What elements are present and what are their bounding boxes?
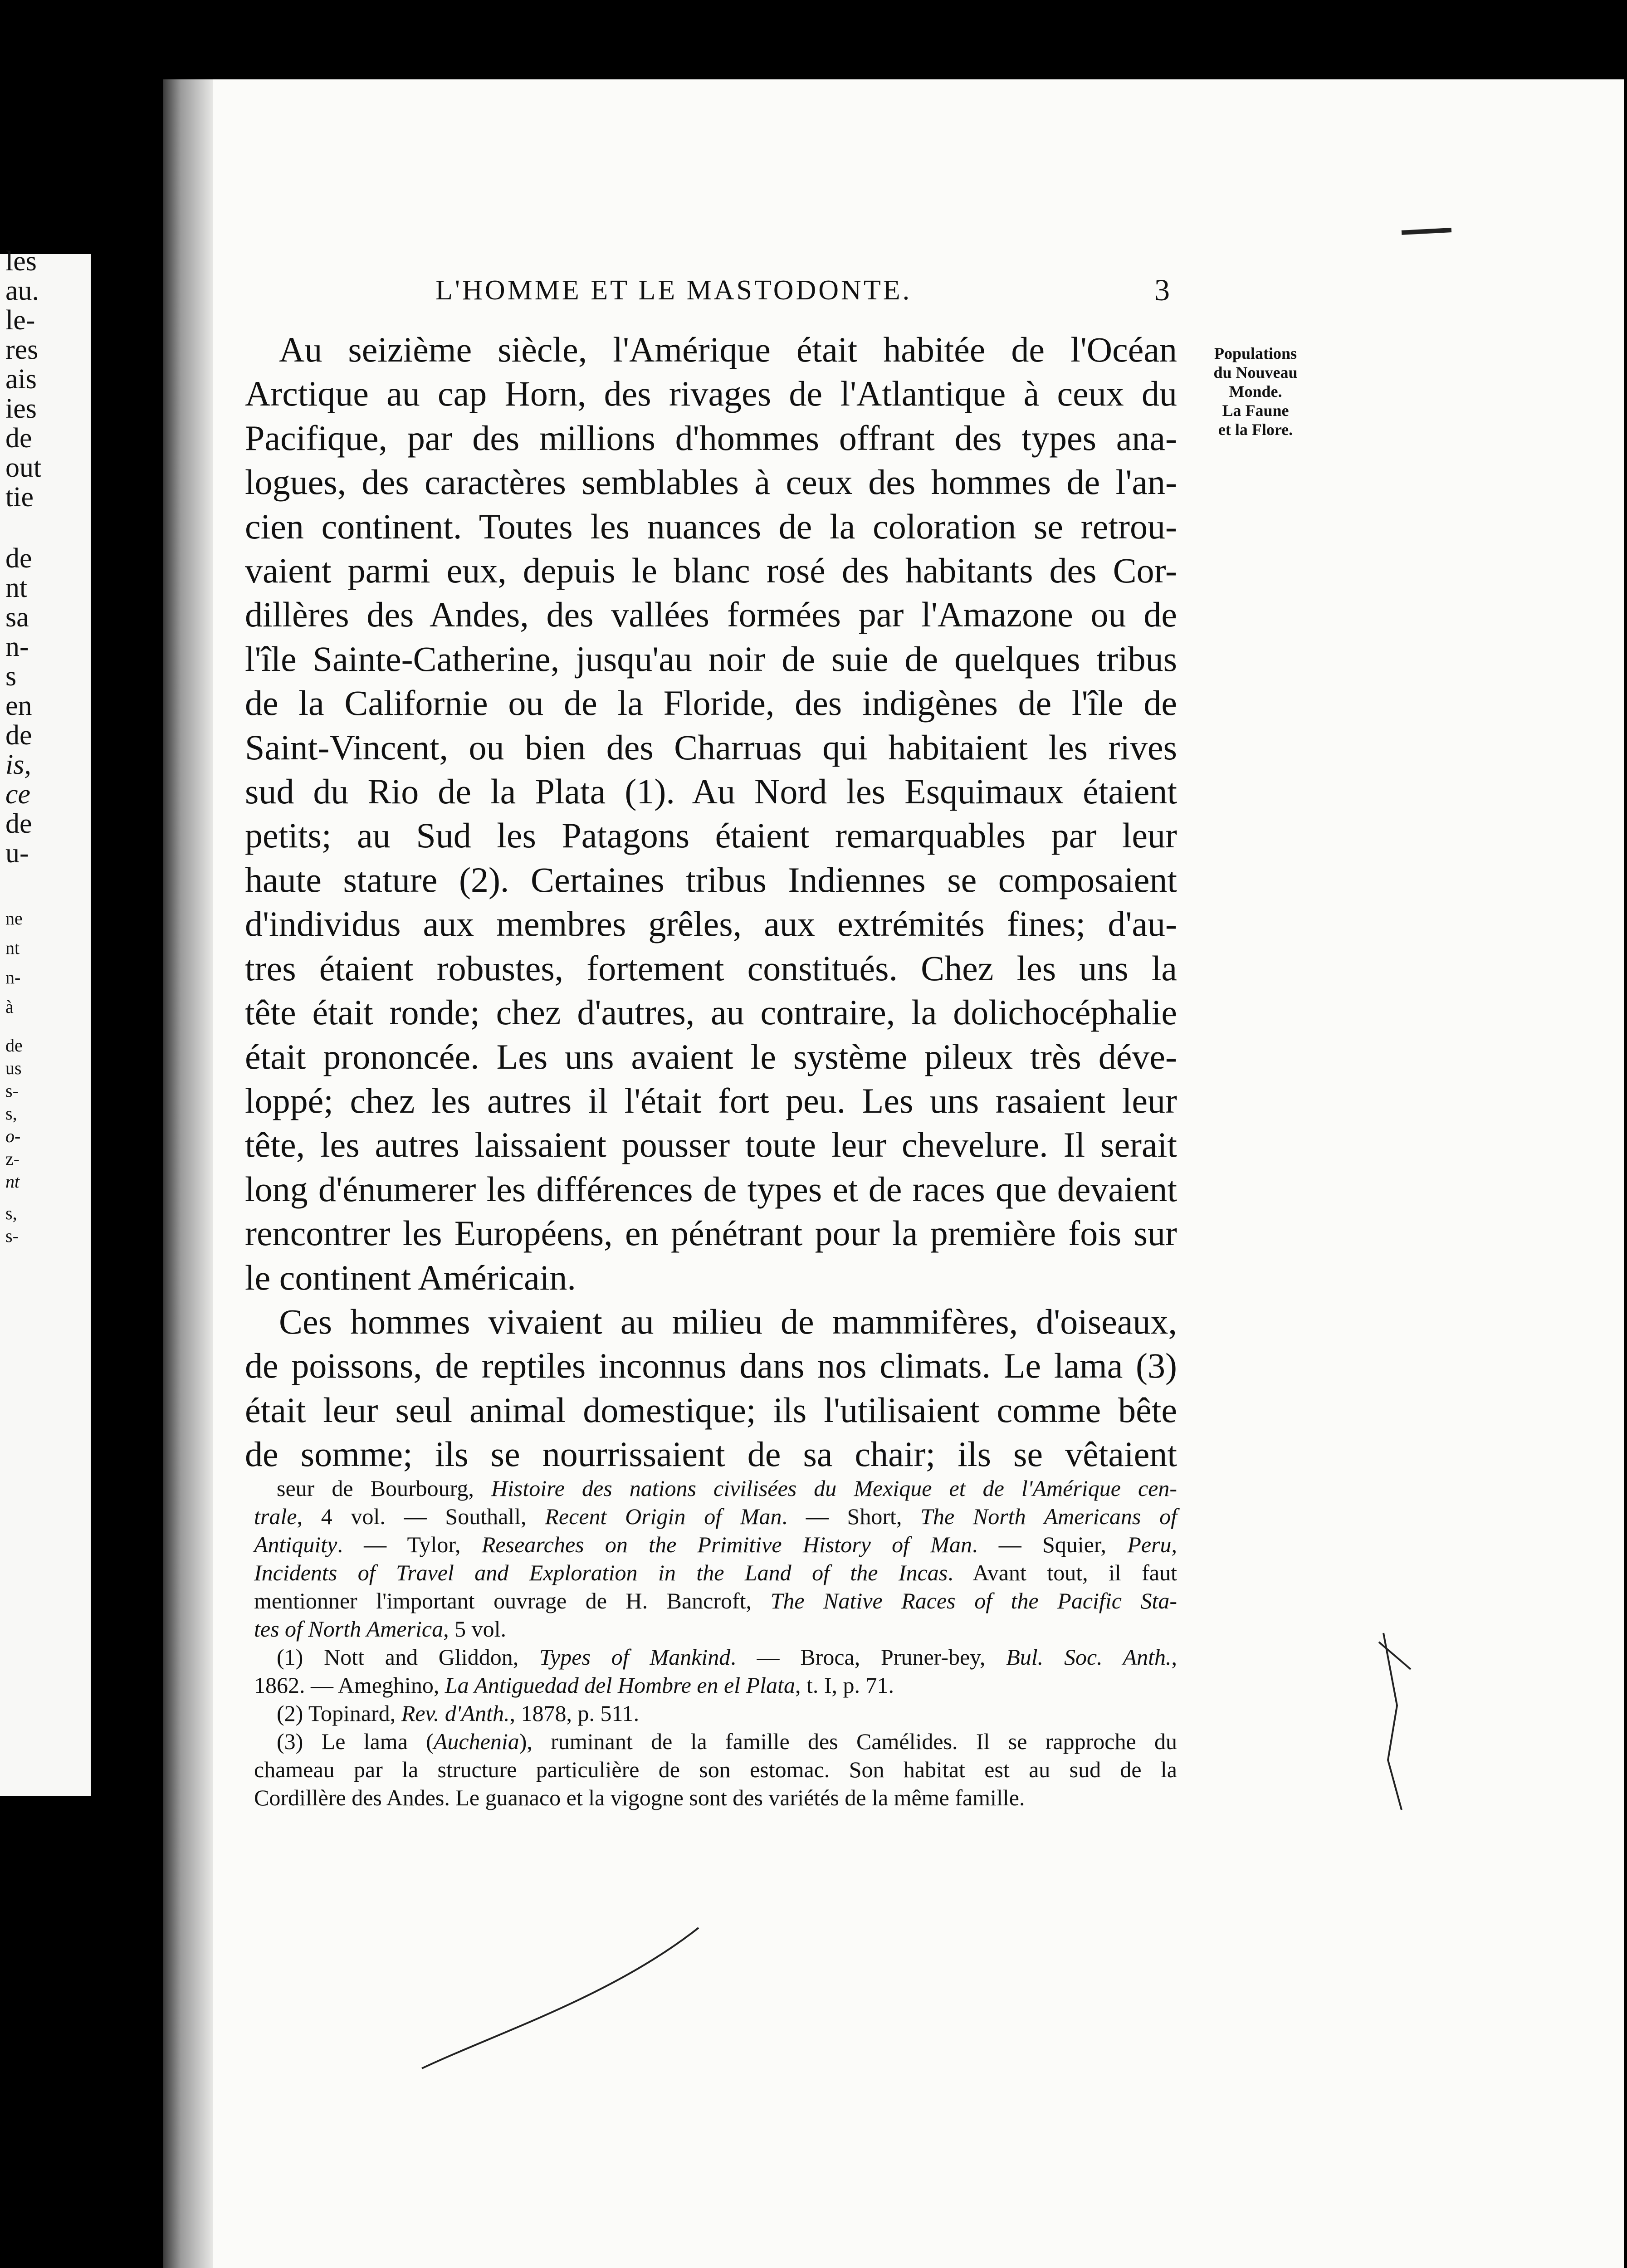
footnote-text: , 4 vol. — Southall, [297,1504,545,1529]
footnote-title: The North Americans of [920,1504,1177,1529]
sliver-word: les [5,246,37,277]
body-line: petits; au Sud les Patagons étaient remarquables par leur [245,816,1177,855]
footnote-title: Auchenia [433,1729,519,1754]
body-line: était leur seul animal domestique; ils l'utilisaient comme bête [245,1390,1177,1430]
margin-note-line: et la Flore. [1218,420,1293,439]
body-line: tête, les autres laissaient pousser toute leur chevelure. Il serait [245,1125,1177,1165]
footnote-text: (1) Nott and Gliddon, [277,1644,540,1670]
footnote-title: tes of North America [254,1616,444,1642]
footnote-text: (2) Topinard, [277,1701,401,1726]
sliver-word: le- [5,305,35,336]
footnote-title: Bul. Soc. Anth. [1006,1644,1172,1670]
body-line: long d'énumerer les différences de types et de races que devaient [245,1169,1177,1209]
footnote-title: Researches on the Primitive History of Man [481,1532,972,1557]
sliver-word: s- [5,1226,19,1246]
body-line: loppé; chez les autres il l'était fort peu. Les uns rasaient leur [245,1080,1177,1120]
footnote-text: , [1171,1644,1177,1670]
body-line: cien continent. Toutes les nuances de la coloration se retrou- [245,506,1177,546]
margin-note-line: Populations [1214,344,1297,362]
body-line: tres étaient robustes, fortement constitués. Chez les uns la [245,948,1177,988]
sliver-word: au. [5,275,39,306]
sliver-word: nt [5,572,28,603]
footnote-title: Recent Origin of Man [545,1504,782,1529]
margin-note-line: La Faune [1222,401,1289,420]
body-line: vaient parmi eux, depuis le blanc rosé des habitants des Cor- [245,551,1177,591]
body-line: de poissons, de reptiles inconnus dans nos climats. Le lama (3) [245,1346,1177,1386]
body-line: dillères des Andes, des vallées formées par l'Amazone ou de [245,595,1177,635]
sliver-word: ne [5,908,23,929]
sliver-word: ce [5,779,31,810]
body-line: Saint-Vincent, ou bien des Charruas qui habitaient les rives [245,727,1177,767]
sliver-word: s, [5,1103,17,1124]
margin-note-line: Monde. [1229,382,1282,401]
sliver-word: en [5,690,32,721]
body-line: Pacifique, par des millions d'hommes offrant des types ana- [245,418,1177,458]
sliver-word: s, [5,1203,17,1223]
footnote-text: seur de Bourbourg, [277,1476,491,1501]
footnote-title: trale [254,1504,297,1529]
body-line: haute stature (2). Certaines tribus Indiennes se composaient [245,860,1177,899]
footnote-text: . — Squier, [972,1532,1128,1557]
sliver-word: n- [5,631,29,662]
body-line: de la Californie ou de la Floride, des indigènes de l'île de [245,683,1177,723]
body-line: le continent Américain. [245,1257,576,1297]
sliver-word: is, [5,749,31,780]
sliver-word: o- [5,1126,21,1146]
body-line: rencontrer les Européens, en pénétrant pour la première fois sur [245,1213,1177,1253]
body-line: d'individus aux membres grêles, aux extrémités fines; d'au- [245,904,1177,944]
body-line: de somme; ils se nourrissaient de sa chair; ils se vêtaient [245,1434,1177,1474]
sliver-word: ies [5,393,37,424]
footnote-text: 1862. — Ameghino, [254,1672,445,1698]
footnote-text: , 1878, p. 511. [509,1701,640,1726]
page-number: 3 [1154,273,1170,307]
footnote-text: Cordillère des Andes. Le guanaco et la vigogne sont des variétés de la même famille. [254,1785,1025,1810]
footnote-text: ), ruminant de la famille des Camélides. Il se rapproche du [519,1729,1177,1754]
body-line: Ces hommes vivaient au milieu de mammifères, d'oiseaux, [279,1301,1177,1341]
footnote-text: . Avant tout, il faut [948,1560,1177,1585]
footnote-title: The Native Races of the Pacific Sta- [770,1588,1177,1613]
sliver-word: de [5,720,32,751]
sliver-word: à [5,997,14,1017]
sliver-word: nt [5,1171,20,1192]
footnote-text: . — Short, [782,1504,921,1529]
sliver-word: tie [5,482,34,513]
sliver-word: de [5,1035,23,1056]
footnote-title: Peru, [1127,1532,1177,1557]
sliver-word: de [5,543,32,574]
sliver-word: out [5,452,42,483]
sliver-word: de [5,423,32,454]
sliver-word: nt [5,938,20,958]
body-line: était prononcée. Les uns avaient le système pileux très déve- [245,1036,1177,1076]
body-line: logues, des caractères semblables à ceux des hommes de l'an- [245,462,1177,502]
footnote-title: Types of Mankind [539,1644,731,1670]
footnote-title: La Antiguedad del Hombre en el Plata [445,1672,795,1698]
sliver-word: ais [5,364,37,395]
sliver-word: s [5,661,17,692]
body-line: Au seizième siècle, l'Amérique était habitée de l'Océan [279,330,1177,369]
sliver-word: n- [5,967,21,987]
sliver-word: sa [5,602,29,633]
sliver-word: z- [5,1149,20,1169]
running-header: L'HOMME ET LE MASTODONTE. [435,275,912,306]
footnote-text: . — Broca, Pruner-bey, [730,1644,1006,1670]
sliver-word: s- [5,1080,19,1101]
footnote-title: Histoire des nations civilisées du Mexique et de l'Amérique cen- [491,1476,1177,1501]
sliver-word: res [5,334,39,365]
body-line: sud du Rio de la Plata (1). Au Nord les Esquimaux étaient [245,772,1177,811]
footnote-text: mentionner l'important ouvrage de H. Bancroft, [254,1588,771,1613]
margin-note-line: du Nouveau [1213,363,1298,381]
footnote-title: Incidents of Travel and Exploration in the Land of the Incas [254,1560,948,1585]
footnote-title: Antiquity [254,1532,337,1557]
body-line: tête était ronde; chez d'autres, au contraire, la dolichocéphalie [245,992,1177,1032]
footnote-text: , 5 vol. [443,1616,507,1642]
sliver-word: us [5,1058,22,1078]
footnote-text: . — Tylor, [337,1532,482,1557]
footnote-text: chameau par la structure particulière de son estomac. Son habitat est au sud de la [254,1757,1177,1782]
footnote-text: (3) Le lama ( [277,1729,434,1754]
footnote-text: , t. I, p. 71. [795,1672,894,1698]
sliver-word: u- [5,838,29,869]
body-line: Arctique au cap Horn, des rivages de l'Atlantique à ceux du [245,374,1177,414]
sliver-word: de [5,808,32,839]
footnote-title: Rev. d'Anth. [401,1701,510,1726]
body-line: l'île Sainte-Catherine, jusqu'au noir de suie de quelques tribus [245,639,1177,679]
